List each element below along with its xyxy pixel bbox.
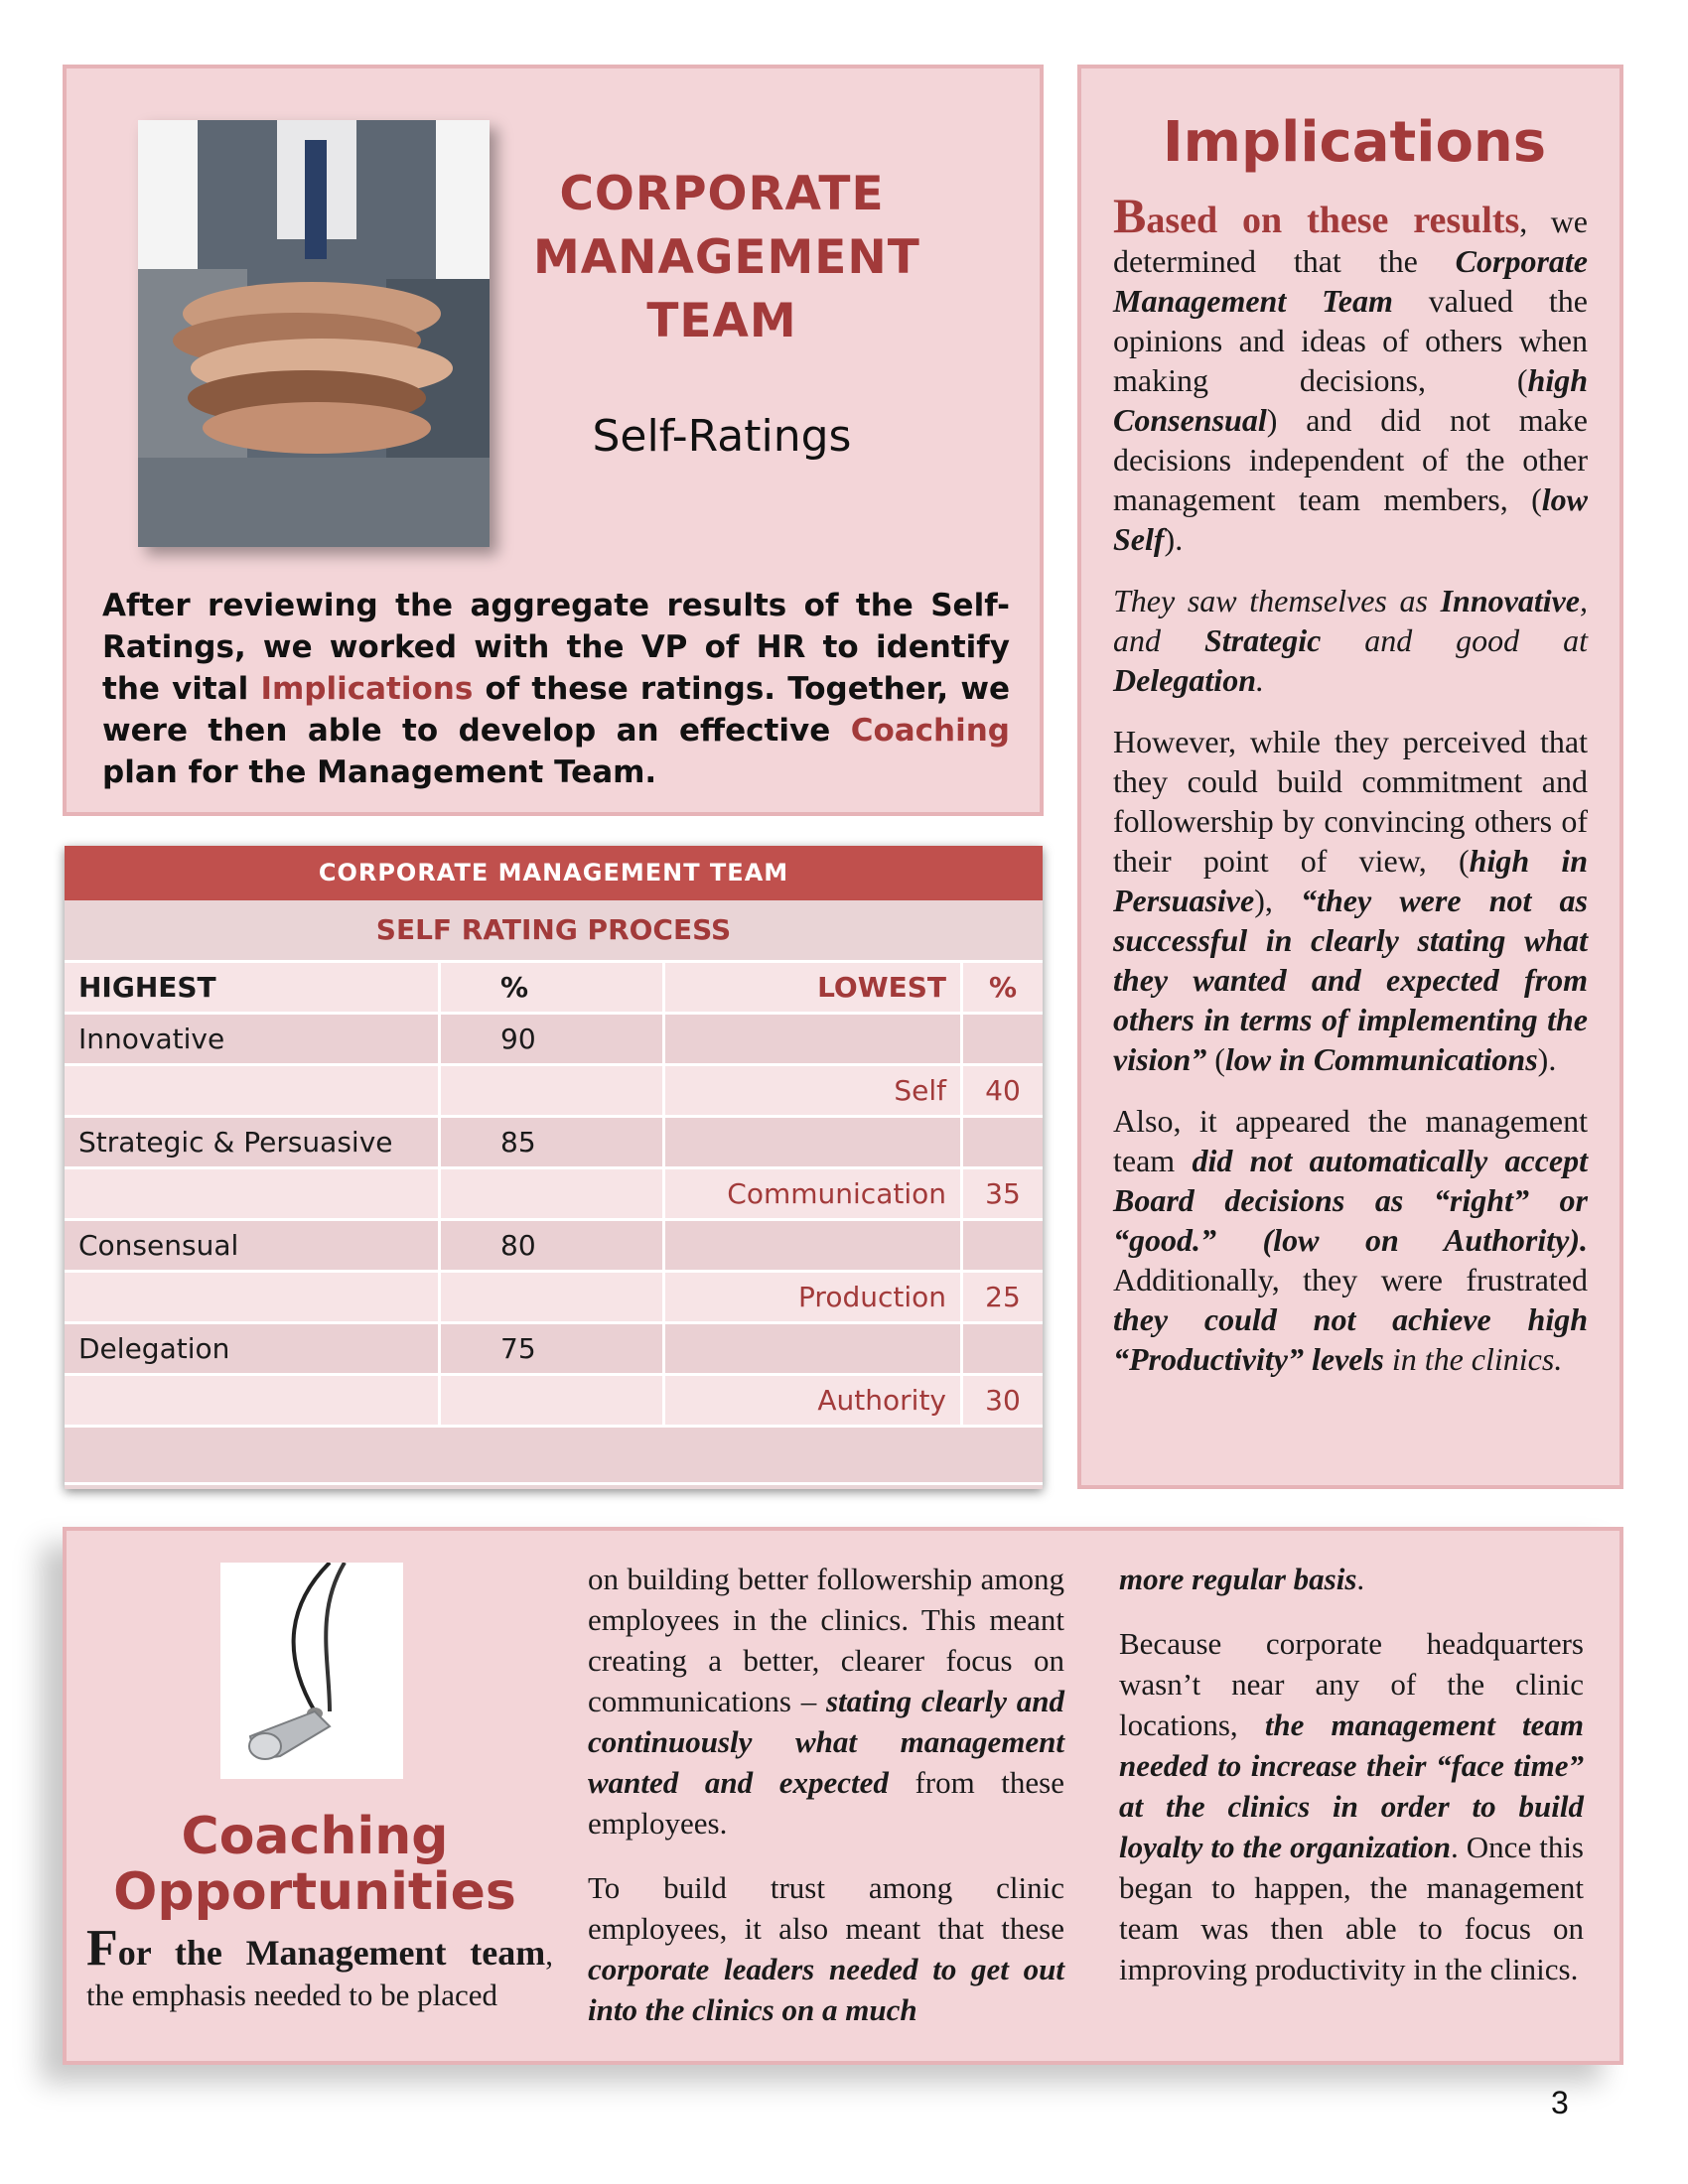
coaching-paragraph	[1119, 1623, 1584, 1989]
lead-phrase: ased on these results	[1146, 200, 1520, 241]
coaching-column-2	[588, 1559, 1064, 2054]
table-row	[65, 1220, 1043, 1272]
lowest-percent-cell: 25	[962, 1272, 1044, 1323]
highest-percent-cell	[440, 1065, 664, 1117]
text: from these employees.	[588, 1765, 1064, 1841]
intro-highlight-coaching: Coaching	[850, 713, 1010, 749]
table-footer-row	[65, 1427, 1043, 1484]
stacked-hands-photo	[138, 120, 490, 547]
emphasis: low in Communications	[1224, 1041, 1538, 1077]
table-row	[65, 1117, 1043, 1168]
coaching-title-line-1: Coaching	[181, 1807, 449, 1866]
lowest-percent-cell: 35	[962, 1168, 1044, 1220]
highest-percent-cell	[440, 1272, 664, 1323]
page-title-line-2: MANAGEMENT	[533, 230, 920, 285]
emphasis: high Consensual	[1113, 362, 1588, 438]
highest-trait-cell: Strategic & Persuasive	[65, 1117, 440, 1168]
text: .	[1255, 662, 1264, 698]
coaching-title	[96, 1809, 533, 1920]
emphasis: Delegation	[1113, 662, 1256, 698]
table-row	[65, 1065, 1043, 1117]
page-subtitle: Self-Ratings	[592, 411, 852, 462]
emphasis: high in Persuasive	[1113, 843, 1589, 918]
text: (	[1206, 1041, 1225, 1077]
highest-trait-cell	[65, 1065, 440, 1117]
text: , and	[1113, 583, 1588, 658]
coaching-column-1	[86, 1920, 553, 2015]
lowest-percent-cell	[962, 1014, 1044, 1065]
lowest-percent-cell	[962, 1117, 1044, 1168]
intro-text-2: of these ratings. Together, we were then able to develop an effective	[102, 671, 1011, 749]
highest-percent-cell	[440, 1375, 664, 1427]
text: valued the opinions and ideas of others when making decisions, (	[1113, 283, 1588, 398]
text: , we determined that the	[1113, 204, 1588, 279]
header-lowest: LOWEST	[664, 963, 962, 1014]
highest-trait-cell: Consensual	[65, 1220, 440, 1272]
text: on building better followership among employees in the clinics. This meant creating a better, clearer focus on communications –	[588, 1562, 1064, 1718]
coaching-paragraph	[588, 1559, 1064, 1843]
text: ),	[1254, 883, 1302, 918]
lowest-trait-cell: Production	[664, 1272, 962, 1323]
emphasis: corporate leaders needed to get out into the clinics on a much	[588, 1952, 1064, 2027]
lowest-percent-cell: 30	[962, 1375, 1044, 1427]
text: . Once this began to happen, the management team was then able to focus on improving productivity in the clinics.	[1119, 1830, 1584, 1986]
highest-percent-cell: 90	[440, 1014, 664, 1065]
emphasis: Strategic	[1203, 622, 1322, 658]
table-header-row	[65, 963, 1043, 1014]
implications-body	[1113, 188, 1589, 1401]
table-row	[65, 1014, 1043, 1065]
implications-paragraph-3	[1113, 722, 1588, 1079]
header-highest: HIGHEST	[65, 963, 440, 1014]
coaching-panel	[63, 1527, 1623, 2065]
lowest-trait-cell: Authority	[664, 1375, 962, 1427]
highest-percent-cell: 80	[440, 1220, 664, 1272]
title-block	[533, 163, 920, 462]
text: and good at	[1321, 622, 1589, 658]
header-percent-high: %	[440, 963, 664, 1014]
whistle-photo	[220, 1563, 403, 1779]
text: Because corporate headquarters wasn’t near any of the clinic locations,	[1119, 1626, 1584, 1742]
highest-percent-cell: 75	[440, 1323, 664, 1375]
lowest-percent-cell	[962, 1323, 1044, 1375]
text: However, while they perceived that they could build commitment and followership by convincing others of their point of view, (	[1113, 724, 1588, 879]
highest-trait-cell: Innovative	[65, 1014, 440, 1065]
highest-trait-cell	[65, 1168, 440, 1220]
table-footer-cell	[65, 1427, 1043, 1484]
table-row	[65, 1168, 1043, 1220]
ratings-table	[65, 963, 1043, 1485]
lowest-trait-cell	[664, 1117, 962, 1168]
lowest-trait-cell	[664, 1014, 962, 1065]
emphasis: the management team needed to increase their “face time” at the clinics in order to build loyalty to the organization	[1119, 1707, 1585, 1864]
lowest-percent-cell	[962, 1220, 1044, 1272]
lowest-trait-cell	[664, 1220, 962, 1272]
implications-title: Implications	[1162, 110, 1547, 175]
table-row	[65, 1323, 1043, 1375]
page-title-line-3: TEAM	[646, 294, 797, 348]
intro-text-1: After reviewing the aggregate results of the Self-Ratings, we worked with the VP of HR to identify the vital	[102, 588, 1010, 707]
corporate-team-panel	[63, 65, 1044, 816]
page-title-line-1: CORPORATE	[559, 167, 885, 221]
emphasis: did not automatically accept Board decisions as “right” or “good.” (low on Authority).	[1113, 1143, 1588, 1258]
coaching-paragraph	[588, 1867, 1064, 2030]
coaching-paragraph	[1119, 1559, 1584, 1599]
text: .	[1356, 1562, 1365, 1596]
table-subtitle: SELF RATING PROCESS	[65, 900, 1043, 963]
lowest-trait-cell: Self	[664, 1065, 962, 1117]
intro-paragraph	[102, 585, 1010, 793]
emphasis: Innovative	[1440, 583, 1580, 618]
text: Additionally, they were frustrated	[1113, 1262, 1588, 1297]
text: ).	[1164, 521, 1184, 557]
emphasis: “they were not as successful in clearly stating what they wanted and expected from others in terms of implementing the vision”	[1113, 883, 1589, 1077]
text: ) and did not make decisions independent of the other management team members, (	[1113, 402, 1588, 517]
emphasis: stating clearly and continuously what management wanted and expected	[588, 1684, 1065, 1800]
emphasis: more regular basis	[1119, 1562, 1357, 1596]
table-title: CORPORATE MANAGEMENT TEAM	[65, 846, 1043, 900]
highest-percent-cell	[440, 1168, 664, 1220]
page-number: 3	[1551, 2085, 1569, 2120]
table-row	[65, 1375, 1043, 1427]
lowest-trait-cell: Communication	[664, 1168, 962, 1220]
text: in the clinics.	[1383, 1341, 1563, 1377]
highest-trait-cell	[65, 1375, 440, 1427]
text: Also, it appeared the management team	[1113, 1103, 1588, 1178]
text: , the emphasis needed to be placed	[86, 1937, 553, 2012]
implications-paragraph-4	[1113, 1101, 1588, 1379]
emphasis: they could not achieve high “Productivity” levels	[1113, 1301, 1588, 1377]
highest-trait-cell	[65, 1272, 440, 1323]
lowest-percent-cell: 40	[962, 1065, 1044, 1117]
drop-cap-f: F	[86, 1920, 118, 1977]
coaching-title-line-2: Opportunities	[113, 1862, 516, 1922]
text: They saw themselves as	[1113, 583, 1441, 618]
emphasis: Corporate Management Team	[1113, 243, 1588, 319]
table-row	[65, 1272, 1043, 1323]
coaching-column-3	[1119, 1559, 1584, 2013]
lead-phrase: or the Management team	[117, 1933, 546, 1973]
intro-highlight-implications: Implications	[260, 671, 474, 707]
implications-paragraph-1	[1113, 188, 1588, 559]
emphasis: low Self	[1113, 481, 1588, 557]
self-rating-table-card	[65, 846, 1043, 1489]
intro-text-3: plan for the Management Team.	[102, 754, 657, 790]
implications-paragraph-2	[1113, 581, 1588, 700]
highest-trait-cell: Delegation	[65, 1323, 440, 1375]
text: To build trust among clinic employees, it also meant that these	[588, 1870, 1064, 1946]
highest-percent-cell: 85	[440, 1117, 664, 1168]
implications-panel	[1077, 65, 1623, 1489]
header-percent-low: %	[962, 963, 1044, 1014]
drop-cap-b: B	[1113, 188, 1147, 243]
text: ).	[1537, 1041, 1557, 1077]
lowest-trait-cell	[664, 1323, 962, 1375]
